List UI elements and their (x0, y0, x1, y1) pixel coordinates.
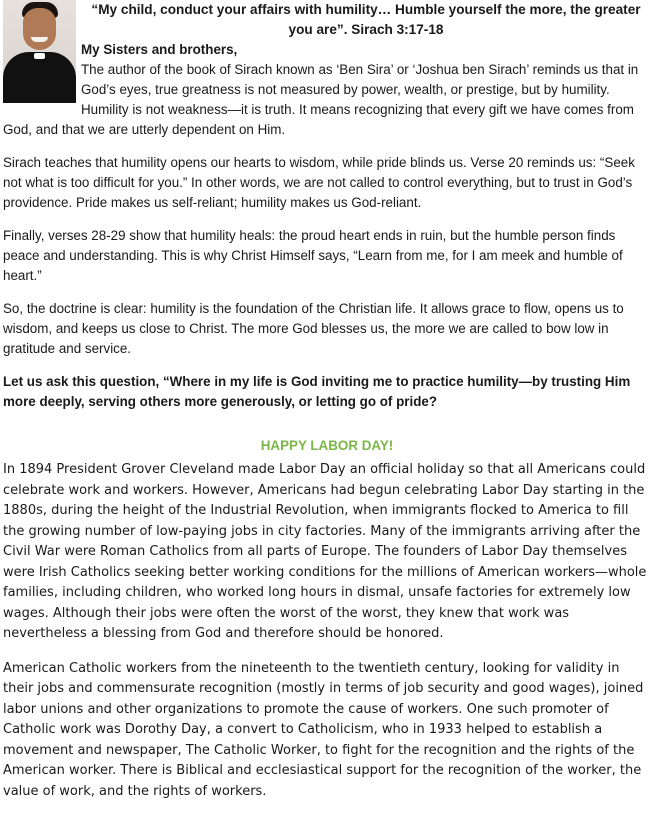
reflection-question: Let us ask this question, “Where in my life is God inviting me to practice humility—by trusting Him more deeply, serving others more generously, or letting go of pride? (3, 374, 631, 409)
paragraph-healing: Finally, verses 28-29 show that humility heals: the proud heart ends in ruin, but the humble person finds peace and understanding. This is why Christ Himself says, “Learn from me, for I am meek and humble of heart.” (3, 228, 623, 283)
scripture-quote: “My child, conduct your affairs with humility… Humble yourself the more, the greater you are”. Sirach 3:17-18 (91, 2, 641, 37)
labor-day-paragraph-catholic-workers: American Catholic workers from the nineteenth to the twentieth century, looking for validity in their jobs and commensurate recognition (mostly in terms of job security and good wages), joined labor unions and other organizations to promote the cause of workers. One such promoter of Catholic work was Dorothy Day, a convert to Catholicism, who in 1933 helped to establish a movement and newspaper, The Catholic Worker, to fight for the recognition and the rights of the American worker. There is Biblical and ecclesiastical support for the recognition of the worker, the value of work, and the rights of workers. (3, 660, 644, 799)
paragraph-intro: The author of the book of Sirach known as ‘Ben Sira’ or ‘Joshua ben Sirach’ reminds us that in God’s eyes, true greatness is not measured by power, wealth, or prestige, but by humility. Humility is not weakness—it is truth. It means recognizing that every gift we have comes from God, and that we are utterly dependent on Him. (3, 62, 639, 137)
paragraph-wisdom: Sirach teaches that humility opens our hearts to wisdom, while pride blinds us. Verse 20 reminds us: “Seek not what is too difficult for you.” In other words, we are not called to control everything, but to trust in God’s providence. Pride makes us self-reliant; humility makes us God-reliant. (3, 155, 635, 210)
labor-day-title: HAPPY LABOR DAY! (260, 438, 394, 453)
paragraph-doctrine: So, the doctrine is clear: humility is the foundation of the Christian life. It allows grace to flow, opens us to wisdom, and keeps us close to Christ. The more God blesses us, the more we are called to bow low in gratitude and service. (3, 301, 624, 356)
labor-day-paragraph-history: In 1894 President Grover Cleveland made Labor Day an official holiday so that all Americans could celebrate work and workers. However, Americans had begun celebrating Labor Day starting in the 1880s, during the height of the Industrial Revolution, when immigrants flocked to America to fill the growing number of low-paying jobs in city factories. Many of the immigrants arriving after the Civil War were Roman Catholics from all parts of Europe. The founders of Labor Day themselves were Irish Catholics seeking better working conditions for the millions of American workers—whole families, including children, who worked long hours in dismal, unsafe factories for extremely low wages. Although their jobs were often the worst of the worst, they knew that work was nevertheless a blessing from God and therefore should be honored. (3, 462, 647, 641)
greeting: My Sisters and brothers, (81, 42, 238, 57)
labor-day-section (3, 460, 651, 802)
priest-photo (3, 0, 76, 103)
